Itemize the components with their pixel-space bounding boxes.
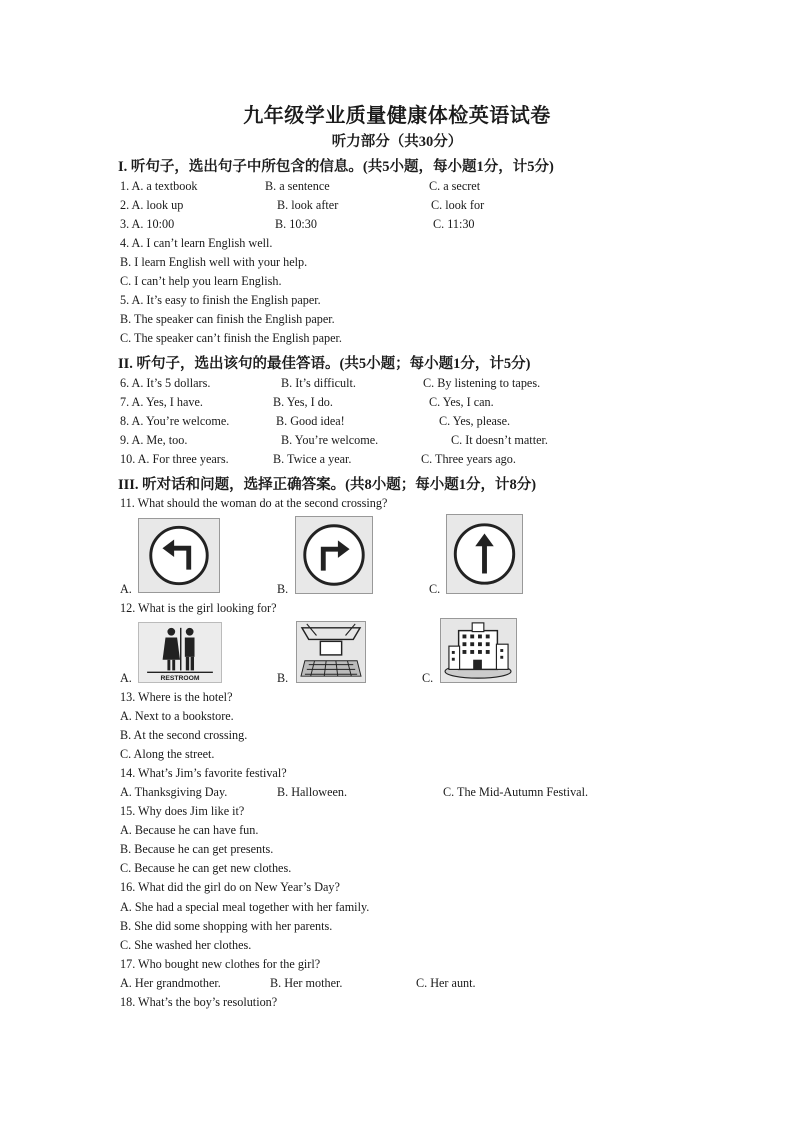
q9-option-b: B. You’re welcome. (281, 433, 379, 447)
q4-option-c: C. I can’t help you learn English. (120, 274, 282, 288)
q12-label-a: A. (120, 671, 132, 685)
q5-option-a: 5. A. It’s easy to finish the English paper. (120, 293, 321, 307)
q10-option-b: B. Twice a year. (273, 452, 352, 466)
q13-option-c: C. Along the street. (120, 747, 215, 761)
q12-label-c: C. (422, 671, 434, 685)
q8-option-b: B. Good idea! (276, 414, 345, 428)
turn-right-sign-icon (295, 516, 373, 594)
q13-option-b: B. At the second crossing. (120, 728, 248, 742)
q4-option-b: B. I learn English well with your help. (120, 255, 308, 269)
q6-option-a: 6. A. It’s 5 dollars. (120, 376, 211, 390)
q12-label-b: B. (277, 671, 289, 685)
q9-option-c: C. It doesn’t matter. (451, 433, 548, 447)
q2-option-c: C. look for (431, 198, 485, 212)
q3-option-b: B. 10:30 (275, 217, 317, 231)
q1-option-a: 1. A. a textbook (120, 179, 198, 193)
q2-option-b: B. look after (277, 198, 339, 212)
hotel-building-icon (440, 618, 517, 683)
q15-option-b: B. Because he can get presents. (120, 842, 274, 856)
exam-title: 九年级学业质量健康体检英语试卷 (243, 105, 551, 127)
q16-option-a: A. She had a special meal together with her family. (120, 900, 370, 914)
q3-option-c: C. 11:30 (433, 217, 475, 231)
q17-option-b: B. Her mother. (270, 976, 343, 990)
q8-option-c: C. Yes, please. (439, 414, 511, 428)
q3-option-a: 3. A. 10:00 (120, 217, 175, 231)
q14-option-c: C. The Mid-Autumn Festival. (443, 785, 589, 799)
q11-label-c: C. (429, 582, 441, 596)
q16-question: 16. What did the girl do on New Year’s Day? (120, 880, 340, 894)
section-2-heading: II. 听句子，选出该句的最佳答语。(共5小题；每小题1分，计5分) (118, 356, 531, 372)
q15-option-a: A. Because he can have fun. (120, 823, 259, 837)
cinema-hall-icon (296, 621, 366, 683)
turn-left-sign-icon (138, 518, 220, 593)
q7-option-c: C. Yes, I can. (429, 395, 494, 409)
go-straight-sign-icon (446, 514, 523, 594)
q18-question: 18. What’s the boy’s resolution? (120, 995, 278, 1009)
q16-option-b: B. She did some shopping with her parents. (120, 919, 333, 933)
listening-part-subtitle: 听力部分（共30分） (331, 134, 463, 150)
q12-question: 12. What is the girl looking for? (120, 601, 277, 615)
q6-option-c: C. By listening to tapes. (423, 376, 541, 390)
restroom-sign-icon (138, 622, 222, 683)
q17-option-c: C. Her aunt. (416, 976, 476, 990)
q14-option-b: B. Halloween. (277, 785, 348, 799)
q5-option-b: B. The speaker can finish the English paper. (120, 312, 335, 326)
q1-option-c: C. a secret (429, 179, 481, 193)
q15-question: 15. Why does Jim like it? (120, 804, 245, 818)
q6-option-b: B. It’s difficult. (281, 376, 356, 390)
q11-label-b: B. (277, 582, 289, 596)
q8-option-a: 8. A. You’re welcome. (120, 414, 230, 428)
q11-question: 11. What should the woman do at the second crossing? (120, 496, 388, 510)
section-3-heading: III. 听对话和问题，选择正确答案。(共8小题；每小题1分，计8分) (118, 477, 537, 493)
q13-option-a: A. Next to a bookstore. (120, 709, 234, 723)
q14-question: 14. What’s Jim’s favorite festival? (120, 766, 287, 780)
q10-option-a: 10. A. For three years. (120, 452, 229, 466)
q1-option-b: B. a sentence (265, 179, 330, 193)
q11-label-a: A. (120, 582, 132, 596)
section-1-heading: I. 听句子，选出句子中所包含的信息。(共5小题，每小题1分，计5分) (118, 159, 554, 175)
q15-option-c: C. Because he can get new clothes. (120, 861, 292, 875)
q9-option-a: 9. A. Me, too. (120, 433, 188, 447)
q17-question: 17. Who bought new clothes for the girl? (120, 957, 321, 971)
q10-option-c: C. Three years ago. (421, 452, 516, 466)
q7-option-b: B. Yes, I do. (273, 395, 333, 409)
q17-option-a: A. Her grandmother. (120, 976, 221, 990)
q4-option-a: 4. A. I can’t learn English well. (120, 236, 273, 250)
q14-option-a: A. Thanksgiving Day. (120, 785, 228, 799)
q7-option-a: 7. A. Yes, I have. (120, 395, 203, 409)
q2-option-a: 2. A. look up (120, 198, 184, 212)
restroom-text: RESTROOM (160, 675, 200, 682)
q5-option-c: C. The speaker can’t finish the English paper. (120, 331, 342, 345)
q16-option-c: C. She washed her clothes. (120, 938, 252, 952)
q13-question: 13. Where is the hotel? (120, 690, 233, 704)
